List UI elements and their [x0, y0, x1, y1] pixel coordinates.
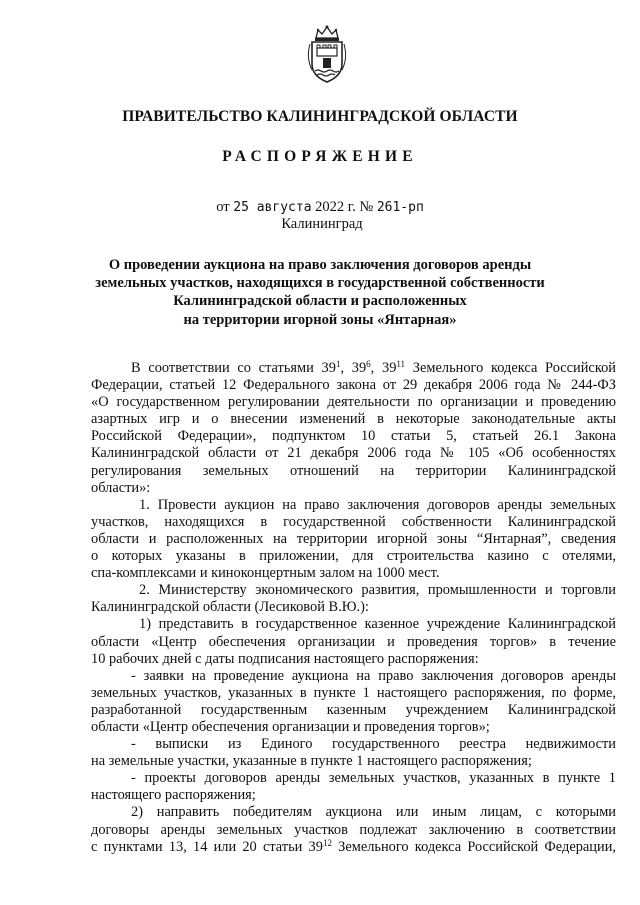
document-number: 261-рп: [376, 200, 424, 215]
body-line: участков, находящихся в государственной собственности Калининградской: [91, 513, 616, 530]
body-line: настоящего распоряжения;: [91, 787, 256, 804]
body-line: спа-комплексами и киноконцертным залом на 1000 мест.: [91, 565, 440, 582]
document-type: РАСПОРЯЖЕНИЕ: [222, 148, 418, 165]
document-subject: [0, 256, 640, 329]
body-line: о которых указаны в приложении, для строительства казино с отелями,: [91, 548, 616, 565]
subject-line: на территории игорной зоны «Янтарная»: [183, 311, 457, 328]
body-line: области «Центр обеспечения организации и проведения торгов»;: [91, 718, 490, 735]
subject-line: земельных участков, находящихся в государственной собственности: [95, 275, 545, 292]
body-line: - проекты договоров аренды земельных участков, указанных в пункте 1: [131, 770, 616, 787]
body-line: азартных игр и о внесении изменений в некоторые законодательные акты: [91, 411, 616, 428]
city-name: Калининград: [281, 216, 363, 232]
date-number-line: [0, 199, 640, 216]
body-line: 1) представить в государственное казенное учреждение Калининградской: [139, 616, 616, 633]
body-line: разработанной государственным казенным учреждением Калининградской: [91, 701, 616, 718]
document-body: [91, 360, 616, 856]
body-line: Калининградской области от 21 декабря 2006 года № 105 «Об особенностях: [91, 445, 616, 462]
body-line: Федерации, статьей 12 Федерального закона от 29 декабря 2006 года № 244-ФЗ: [91, 377, 616, 394]
subject-line: О проведении аукциона на право заключения договоров аренды: [108, 257, 532, 273]
body-line: 10 рабочих дней с даты подписания настоящего распоряжения:: [91, 650, 479, 667]
body-line: с пунктами 13, 14 или 20 статьи $39^{12}$ Земельного кодекса Российской Федерации,: [91, 837, 616, 855]
body-line: на земельные участки, указанные в пункте 1 настоящего распоряжения;: [91, 753, 532, 770]
body-line: области «Центр обеспечения организации и проведения торгов» в течение: [91, 633, 616, 650]
body-line: регулирования земельных отношений на территории Калининградской: [91, 462, 616, 479]
date-value: 25 августа: [233, 200, 312, 215]
government-title: ПРАВИТЕЛЬСТВО КАЛИНИНГРАДСКОЙ ОБЛАСТИ: [122, 108, 518, 125]
body-line: - выписки из Единого государственного реестра недвижимости: [131, 736, 616, 753]
kaliningrad-coat-of-arms-icon: [304, 24, 350, 84]
body-line: В соответствии со статьями $39^1$, $39^6$, $39^{11}$ Земельного кодекса Российской: [131, 359, 616, 376]
body-line: земельных участков, указанных в пункте 1 настоящего распоряжения, по форме,: [91, 684, 616, 701]
body-line: Калининградской области (Лесиковой В.Ю.):: [91, 599, 369, 616]
number-prefix: №: [359, 199, 374, 215]
body-line: 1. Провести аукцион на право заключения договоров аренды земельных: [139, 496, 616, 513]
body-line: договоры аренды земельных участков подлежат заключению в соответствии: [91, 821, 616, 838]
body-line: - заявки на проведение аукциона на право заключения договоров аренды: [131, 667, 616, 684]
body-line: Российской Федерации», подпунктом 10 статьи 5, статьей 26.1 Закона: [91, 428, 616, 445]
body-line: «О государственном регулировании деятельности по организации и проведению: [91, 394, 616, 411]
body-line: области и расположенных на территории игорной зоны “Янтарная”, сведения: [91, 530, 616, 547]
body-line: 2. Министерству экономического развития, промышленности и торговли: [139, 582, 616, 599]
date-prefix: от: [216, 199, 230, 215]
year-value: 2022 г.: [315, 199, 356, 215]
body-line: области»:: [91, 479, 151, 496]
subject-line: Калининградской области и расположенных: [173, 293, 467, 310]
body-line: 2) направить победителям аукциона или иным лицам, с которыми: [131, 804, 616, 821]
